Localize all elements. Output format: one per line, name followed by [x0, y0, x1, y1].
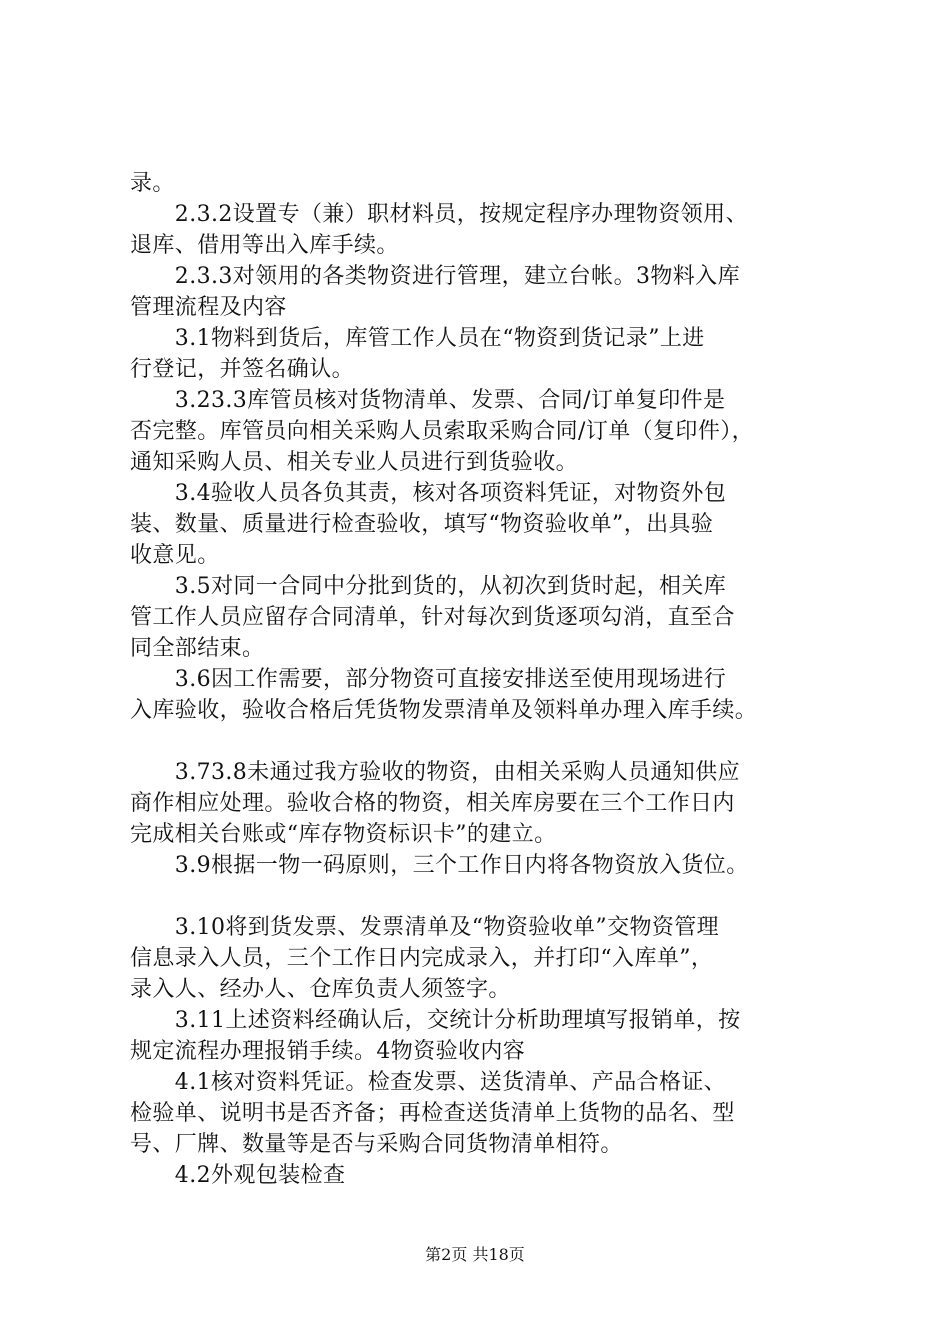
text-line: 2.3.2设置专（兼）职材料员，按规定程序办理物资领用、 [130, 202, 748, 227]
text-line: 2.3.3对领用的各类物资进行管理，建立台帐。3物料入库 [130, 264, 740, 289]
text-line: 规定流程办理报销手续。4物资验收内容 [130, 1039, 526, 1064]
text-line: 收意见。 [130, 543, 220, 568]
text-line: 管理流程及内容 [130, 295, 287, 320]
page-footer: 第2页 共18页 [425, 1245, 525, 1264]
text-line: 3.9根据一物一码原则，三个工作日内将各物资放入货位。 [130, 853, 749, 878]
text-line: 3.5对同一合同中分批到货的，从初次到货时起，相关库 [130, 574, 727, 599]
text-line: 录入人、经办人、仓库负责人须签字。 [130, 977, 511, 1002]
text-line: 同全部结束。 [130, 636, 265, 661]
text-line: 3.4验收人员各负其责，核对各项资料凭证，对物资外包 [130, 481, 727, 506]
text-line: 检验单、说明书是否齐备；再检查送货清单上货物的品名、型 [130, 1101, 735, 1126]
blank-line [130, 881, 850, 912]
text-line: 号、厂牌、数量等是否与采购合同货物清单相符。 [130, 1132, 623, 1157]
text-line: 3.73.8未通过我方验收的物资，由相关采购人员通知供应 [130, 760, 740, 785]
text-line: 行登记，并签名确认。 [130, 357, 355, 382]
text-line: 3.23.3库管员核对货物清单、发票、合同/订单复印件是 [130, 388, 726, 413]
text-line: 信息录入人员，三个工作日内完成录入，并打印“入库单”， [130, 946, 714, 971]
text-line: 装、数量、质量进行检查验收，填写“物资验收单”，出具验 [130, 512, 714, 537]
text-line: 3.1物料到货后，库管工作人员在“物资到货记录”上进 [130, 326, 705, 351]
blank-line [130, 726, 850, 757]
document-body [130, 168, 850, 1191]
text-line: 3.6因工作需要，部分物资可直接安排送至使用现场进行 [130, 667, 727, 692]
text-line: 4.2外观包装检查 [130, 1163, 346, 1188]
text-line: 入库验收，验收合格后凭货物发票清单及领料单办理入库手续。 [130, 698, 758, 723]
text-line: 商作相应处理。验收合格的物资，相关库房要在三个工作日内 [130, 791, 735, 816]
text-line: 管工作人员应留存合同清单，针对每次到货逐项勾消，直至合 [130, 605, 735, 630]
text-line: 退库、借用等出入库手续。 [130, 233, 399, 258]
text-line: 3.10将到货发票、发票清单及“物资验收单”交物资管理 [130, 915, 720, 940]
text-line: 3.11上述资料经确认后，交统计分析助理填写报销单，按 [130, 1008, 741, 1033]
text-line: 否完整。库管员向相关采购人员索取采购合同/订单（复印件）， [130, 419, 755, 444]
text-line: 录。 [130, 171, 175, 196]
text-line: 通知采购人员、相关专业人员进行到货验收。 [130, 450, 579, 475]
text-line: 完成相关台账或“库存物资标识卡”的建立。 [130, 822, 557, 847]
text-line: 4.1核对资料凭证。检查发票、送货清单、产品合格证、 [130, 1070, 727, 1095]
